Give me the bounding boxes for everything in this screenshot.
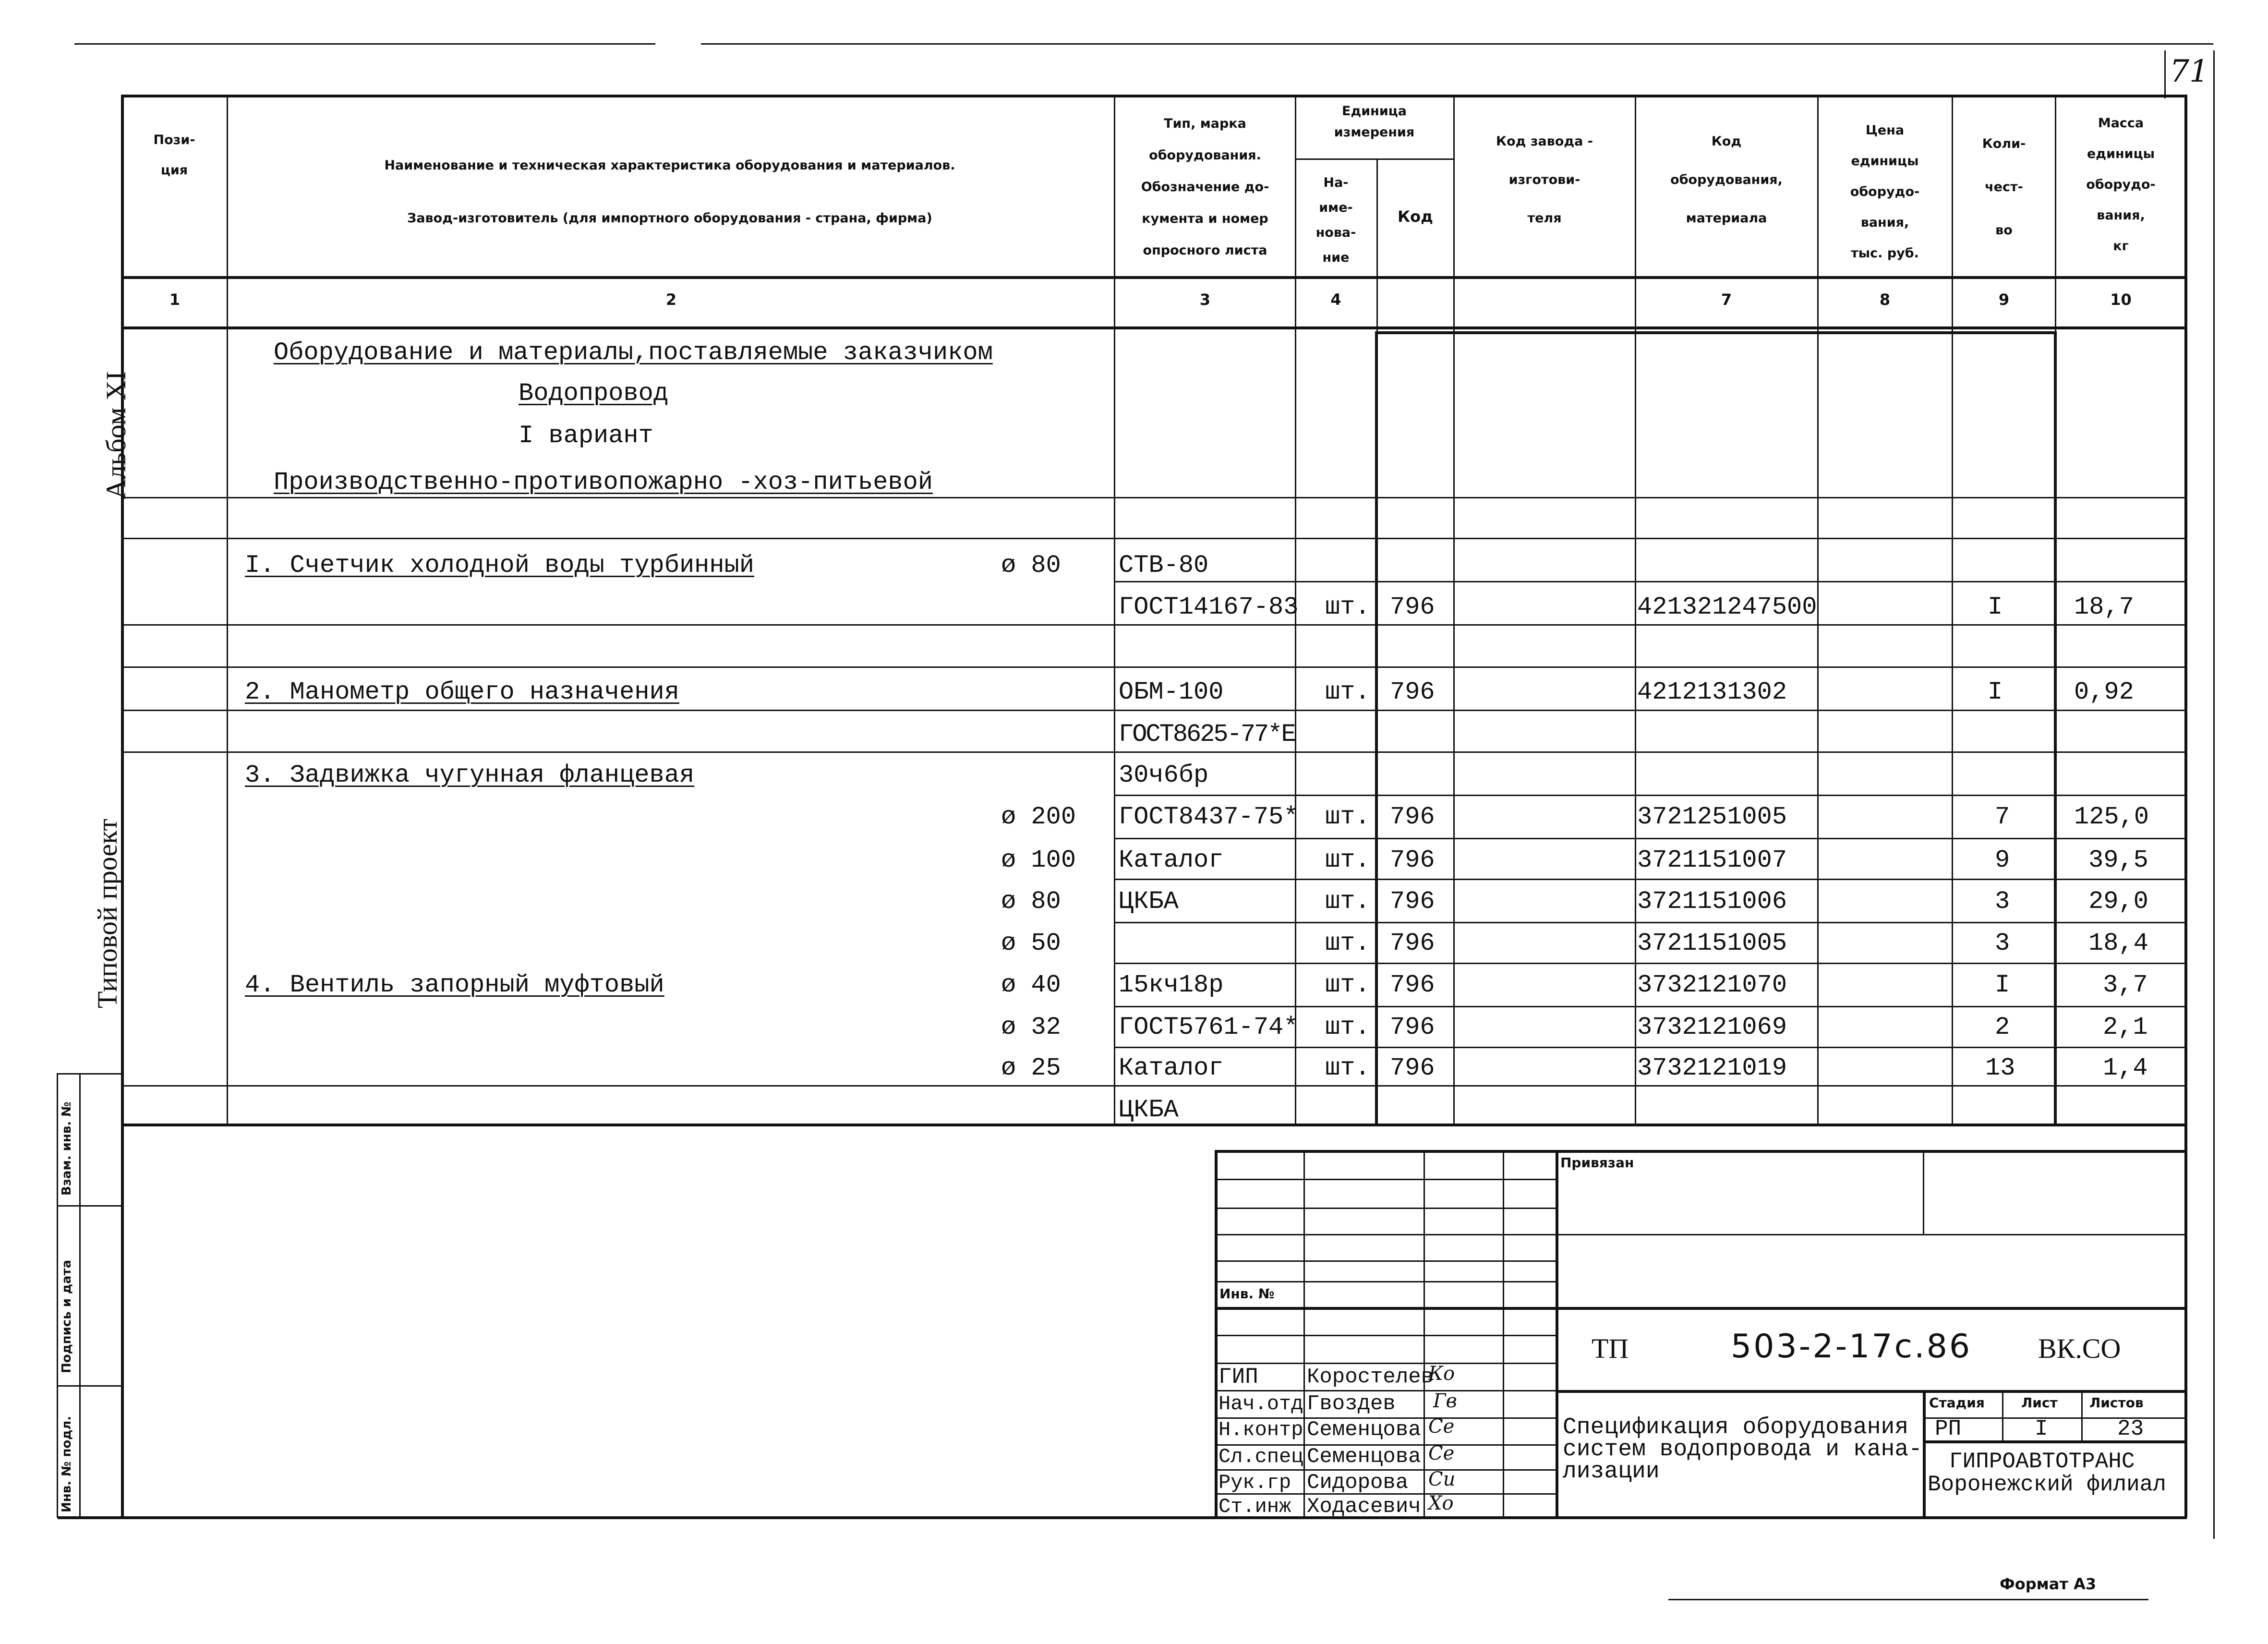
col-sep-2 xyxy=(1114,95,1115,1125)
row-10-qty: 3 xyxy=(1995,929,2010,957)
row-8-material: 3721151007 xyxy=(1637,846,1787,874)
header-col-type: Тип, марка оборудования. Обозначение до- кумента и номер опросного листа xyxy=(1141,116,1269,258)
tb-sheet-label: Лист xyxy=(2021,1395,2058,1411)
tb-sheet-value: I xyxy=(2035,1416,2048,1441)
signer-name-6: Ходасевич xyxy=(1307,1495,1421,1519)
row-4-unit: шт. xyxy=(1325,678,1370,706)
row-1-type: СТВ-80 xyxy=(1119,551,1209,580)
section-heading-supplied: Оборудование и материалы,поставляемые заказчиком xyxy=(274,338,993,367)
tb-top-left xyxy=(1215,1150,1556,1153)
tb-left-row-3 xyxy=(1215,1234,1556,1235)
row-9-unit: шт. xyxy=(1325,887,1370,916)
row-9-diameter: ø 80 xyxy=(1001,887,1061,916)
tb-privyazan-bottom xyxy=(1556,1234,2187,1235)
row-1-diameter: ø 80 xyxy=(1001,551,1061,580)
row-line-1 xyxy=(122,497,2187,498)
row-10-material: 3721151005 xyxy=(1637,929,1787,957)
tb-left-row-7 xyxy=(1215,1335,1556,1336)
tb-stage-col-1 xyxy=(2002,1390,2003,1442)
row-11-diameter: ø 40 xyxy=(1001,971,1061,999)
side-inv: Инв. № подл. xyxy=(60,1415,74,1512)
row-7-type: ГОСТ8437-75* xyxy=(1119,803,1299,831)
tb-left-row-2 xyxy=(1215,1208,1556,1209)
tb-docnum-top xyxy=(1556,1307,2187,1310)
row-4-code: 796 xyxy=(1390,678,1435,706)
side-album: Альбом XI xyxy=(100,371,132,499)
tb-title: Спецификация оборудования систем водопровода и кана- лизации xyxy=(1563,1414,1922,1485)
col-number-10: 10 xyxy=(2110,290,2132,309)
signer-role-5: Рук.гр xyxy=(1218,1471,1291,1494)
row-12-code: 796 xyxy=(1390,1013,1435,1041)
row-8-qty: 9 xyxy=(1995,846,2010,874)
header-col-unit-group: Единица измерения xyxy=(1334,104,1415,140)
tb-doc-suffix: ВК.СО xyxy=(2038,1333,2121,1364)
row-4-qty: I xyxy=(1988,678,2003,706)
row-8-code: 796 xyxy=(1390,846,1435,874)
row-13-qty: 13 xyxy=(1985,1054,2015,1082)
row-line-5 xyxy=(122,666,2187,668)
row-11-qty: I xyxy=(1995,971,2010,999)
row-8-diameter: ø 100 xyxy=(1001,846,1076,874)
col-number-7: 7 xyxy=(1721,290,1732,309)
signature-5: Си xyxy=(1428,1468,1456,1490)
col-sep-6 xyxy=(1635,95,1636,1125)
tb-sheets-label: Листов xyxy=(2089,1395,2144,1411)
row-10-unit: шт. xyxy=(1325,929,1370,957)
row-7-diameter: ø 200 xyxy=(1001,803,1076,831)
row-11-name: 4. Вентиль запорный муфтовый xyxy=(245,971,664,999)
signature-2: Гв xyxy=(1433,1390,1457,1412)
signer-name-3: Семенцова xyxy=(1307,1418,1421,1442)
tb-inv-no-label: Инв. № xyxy=(1219,1286,1275,1302)
tb-org-name: ГИПРОАВТОТРАНС xyxy=(1949,1449,2135,1474)
row-12-material: 3732121069 xyxy=(1637,1013,1787,1041)
format-label: Формат А3 xyxy=(2000,1575,2097,1593)
header-col-mass: Масса единицы оборудо- вания, кг xyxy=(2086,116,2156,254)
header-bottom-border xyxy=(122,276,2187,279)
row-line-9 xyxy=(1114,838,2187,839)
row-4-name: 2. Манометр общего назначения xyxy=(245,678,679,706)
top-rule-left xyxy=(74,43,655,45)
col-number-1: 1 xyxy=(169,290,181,309)
row-2-type: ГОСТ14167-83 xyxy=(1119,593,1299,621)
row-12-mass: 2,1 xyxy=(2103,1013,2148,1041)
col-number-9: 9 xyxy=(1998,290,2010,309)
sheet-number: 71 xyxy=(2170,54,2209,89)
tb-top-right xyxy=(1556,1150,2187,1153)
col-number-3: 3 xyxy=(1199,290,1211,309)
side-vzam: Взам. инв. № xyxy=(60,1101,74,1196)
header-col-maker-code: Код завода - изготови- теля xyxy=(1496,134,1593,226)
row-9-material: 3721151006 xyxy=(1637,887,1787,916)
tb-left-row-1 xyxy=(1215,1179,1556,1180)
row-line-10 xyxy=(1114,879,2187,880)
signer-name-2: Гвоздев xyxy=(1307,1392,1396,1416)
row-13-code: 796 xyxy=(1390,1054,1435,1082)
header-col-position: Пози- ция xyxy=(153,133,195,178)
row-6-type: 30ч6бр xyxy=(1119,761,1209,789)
row-8-mass: 39,5 xyxy=(2088,846,2148,874)
side-strip-div1 xyxy=(57,1205,122,1207)
row-line-15 xyxy=(122,1085,2187,1087)
sheet-number-box-left xyxy=(2164,50,2166,98)
row-14-type: ЦКБА xyxy=(1119,1096,1179,1124)
data-box-top xyxy=(1375,331,2057,334)
row-10-diameter: ø 50 xyxy=(1001,929,1061,957)
row-7-unit: шт. xyxy=(1325,803,1370,831)
top-rule-right xyxy=(701,43,2213,45)
tb-doc-number: 503-2-17с.86 xyxy=(1731,1328,1972,1366)
row-8-unit: шт. xyxy=(1325,846,1370,874)
row-11-material: 3732121070 xyxy=(1637,971,1787,999)
row-4-type: ОБМ-100 xyxy=(1119,678,1224,706)
signer-role-2: Нач.отд xyxy=(1218,1392,1303,1415)
tb-col-b xyxy=(1424,1150,1425,1518)
tb-col-d xyxy=(1556,1150,1558,1518)
signer-role-1: ГИП xyxy=(1218,1365,1258,1390)
row-2-material: 421321247500 xyxy=(1637,593,1817,621)
col-sep-7 xyxy=(1817,95,1819,1125)
row-13-type: Каталог xyxy=(1119,1054,1224,1082)
row-12-type: ГОСТ5761-74* xyxy=(1119,1013,1299,1041)
row-13-diameter: ø 25 xyxy=(1001,1054,1061,1082)
row-13-material: 3732121019 xyxy=(1637,1054,1787,1082)
header-col-price: Цена единицы оборудо- вания, тыс. руб. xyxy=(1850,123,1920,261)
row-7-mass: 125,0 xyxy=(2074,803,2149,831)
row-7-material: 3721251005 xyxy=(1637,803,1787,831)
header-col-unit-name: На- име- нова- ние xyxy=(1315,175,1356,265)
tb-privyazan-label: Привязан xyxy=(1560,1155,1634,1171)
frame-bottom-border xyxy=(58,1516,2187,1519)
frame-right-border xyxy=(2184,95,2187,1518)
signature-6: Хо xyxy=(1428,1492,1454,1514)
row-line-11 xyxy=(1114,922,2187,923)
side-podpis: Подпись и дата xyxy=(60,1259,74,1373)
row-10-code: 796 xyxy=(1390,929,1435,957)
tb-stage-row-2 xyxy=(1923,1440,2187,1443)
row-line-6 xyxy=(122,710,2187,711)
col-sep-5 xyxy=(1453,95,1455,1125)
row-9-code: 796 xyxy=(1390,887,1435,916)
row-12-diameter: ø 32 xyxy=(1001,1013,1061,1041)
section-heading-water: Водопровод xyxy=(519,379,669,408)
col-number-8: 8 xyxy=(1879,290,1891,309)
signer-role-3: Н.контр xyxy=(1218,1418,1303,1441)
tb-docnum-bottom xyxy=(1556,1390,2187,1393)
row-13-mass: 1,4 xyxy=(2103,1054,2148,1082)
row-11-unit: шт. xyxy=(1325,971,1370,999)
row-line-8 xyxy=(1114,795,2187,796)
signer-role-4: Сл.спец xyxy=(1218,1445,1303,1468)
row-9-mass: 29,0 xyxy=(2088,887,2148,916)
row-10-mass: 18,4 xyxy=(2088,929,2148,957)
row-11-mass: 3,7 xyxy=(2103,971,2148,999)
tb-col-c xyxy=(1503,1150,1504,1518)
tb-col-a xyxy=(1303,1150,1305,1518)
row-8-type: Каталог xyxy=(1119,846,1224,874)
row-line-4 xyxy=(122,624,2187,626)
signer-name-5: Сидорова xyxy=(1307,1471,1409,1495)
tb-stage-col-2 xyxy=(2081,1390,2083,1442)
row-6-name: 3. Задвижка чугунная фланцевая xyxy=(245,761,695,789)
row-line-12 xyxy=(1114,963,2187,964)
section-heading-variant: I вариант xyxy=(519,422,653,450)
tb-org-branch: Воронежский филиал xyxy=(1928,1472,2166,1497)
row-7-qty: 7 xyxy=(1995,803,2010,831)
row-12-unit: шт. xyxy=(1325,1013,1370,1041)
side-strip-mid xyxy=(79,1073,81,1518)
side-strip-top xyxy=(57,1073,122,1075)
row-2-qty: I xyxy=(1988,593,2003,621)
row-1-name: I. Счетчик холодной воды турбинный xyxy=(245,551,754,580)
tb-privyazan-split xyxy=(1923,1150,1924,1234)
tb-doc-prefix: ТП xyxy=(1592,1333,1629,1364)
row-line-2 xyxy=(122,538,2187,539)
section-heading-system: Производственно-противопожарно -хоз-питьевой xyxy=(274,468,933,496)
row-11-code: 796 xyxy=(1390,971,1435,999)
col-number-2: 2 xyxy=(665,290,677,309)
header-col-quantity: Коли- чест- во xyxy=(1982,136,2026,238)
unit-group-divider xyxy=(1295,158,1453,160)
col-sep-8 xyxy=(1952,95,1953,1125)
signature-1: Ко xyxy=(1428,1363,1455,1385)
row-4-mass: 0,92 xyxy=(2074,678,2134,706)
col-number-4: 4 xyxy=(1330,290,1341,309)
tb-stage-label: Стадия xyxy=(1929,1395,1985,1411)
sheet-number-box-right xyxy=(2213,50,2215,1539)
tb-left-row-4 xyxy=(1215,1260,1556,1262)
row-4-material: 4212131302 xyxy=(1637,678,1787,706)
side-project: Типовой проект xyxy=(92,819,123,1008)
row-9-qty: 3 xyxy=(1995,887,2010,916)
tb-sheets-value: 23 xyxy=(2117,1416,2144,1441)
signature-3: Се xyxy=(1428,1415,1455,1438)
colnum-bottom-border xyxy=(122,326,2187,329)
tb-left-row-8 xyxy=(1215,1363,1556,1364)
tb-left-row-6 xyxy=(1215,1307,1556,1310)
table-top-border xyxy=(122,95,2187,97)
tb-title-split xyxy=(1923,1390,1926,1518)
row-11-type: 15кч18р xyxy=(1119,971,1224,999)
tb-stage-value: РП xyxy=(1935,1416,1962,1441)
row-2-unit: шт. xyxy=(1325,593,1370,621)
tb-left-row-5 xyxy=(1215,1281,1556,1282)
row-line-3 xyxy=(1114,581,2187,582)
row-line-14 xyxy=(1114,1047,2187,1048)
row-9-type: ЦКБА xyxy=(1119,887,1179,916)
row-12-qty: 2 xyxy=(1995,1013,2010,1041)
tb-left-border xyxy=(1215,1150,1218,1518)
signature-4: Се xyxy=(1428,1442,1455,1464)
row-line-13 xyxy=(1114,1006,2187,1007)
col-sep-1 xyxy=(227,95,228,1125)
row-5-type: ГОСТ8625-77*Е xyxy=(1119,720,1295,749)
header-col-unit-code: Код xyxy=(1398,207,1433,226)
row-2-code: 796 xyxy=(1390,593,1435,621)
signer-name-1: Коростелев xyxy=(1307,1365,1434,1389)
header-col-material-code: Код оборудования, материала xyxy=(1670,134,1783,226)
row-line-7 xyxy=(122,751,2187,753)
side-strip-left xyxy=(57,1073,58,1518)
tb-stage-row-1 xyxy=(1923,1417,2187,1419)
signer-name-4: Семенцова xyxy=(1307,1445,1421,1469)
row-13-unit: шт. xyxy=(1325,1054,1370,1082)
row-7-code: 796 xyxy=(1390,803,1435,831)
side-strip-div2 xyxy=(57,1385,122,1387)
row-2-mass: 18,7 xyxy=(2074,593,2134,621)
footer-rule xyxy=(1668,1599,2148,1600)
signer-role-6: Ст.инж xyxy=(1218,1495,1291,1518)
header-col-name: Наименование и техническая характеристика оборудования и материалов. Завод-изготовитель (для импортного оборудования - страна, фирма) xyxy=(384,158,955,226)
